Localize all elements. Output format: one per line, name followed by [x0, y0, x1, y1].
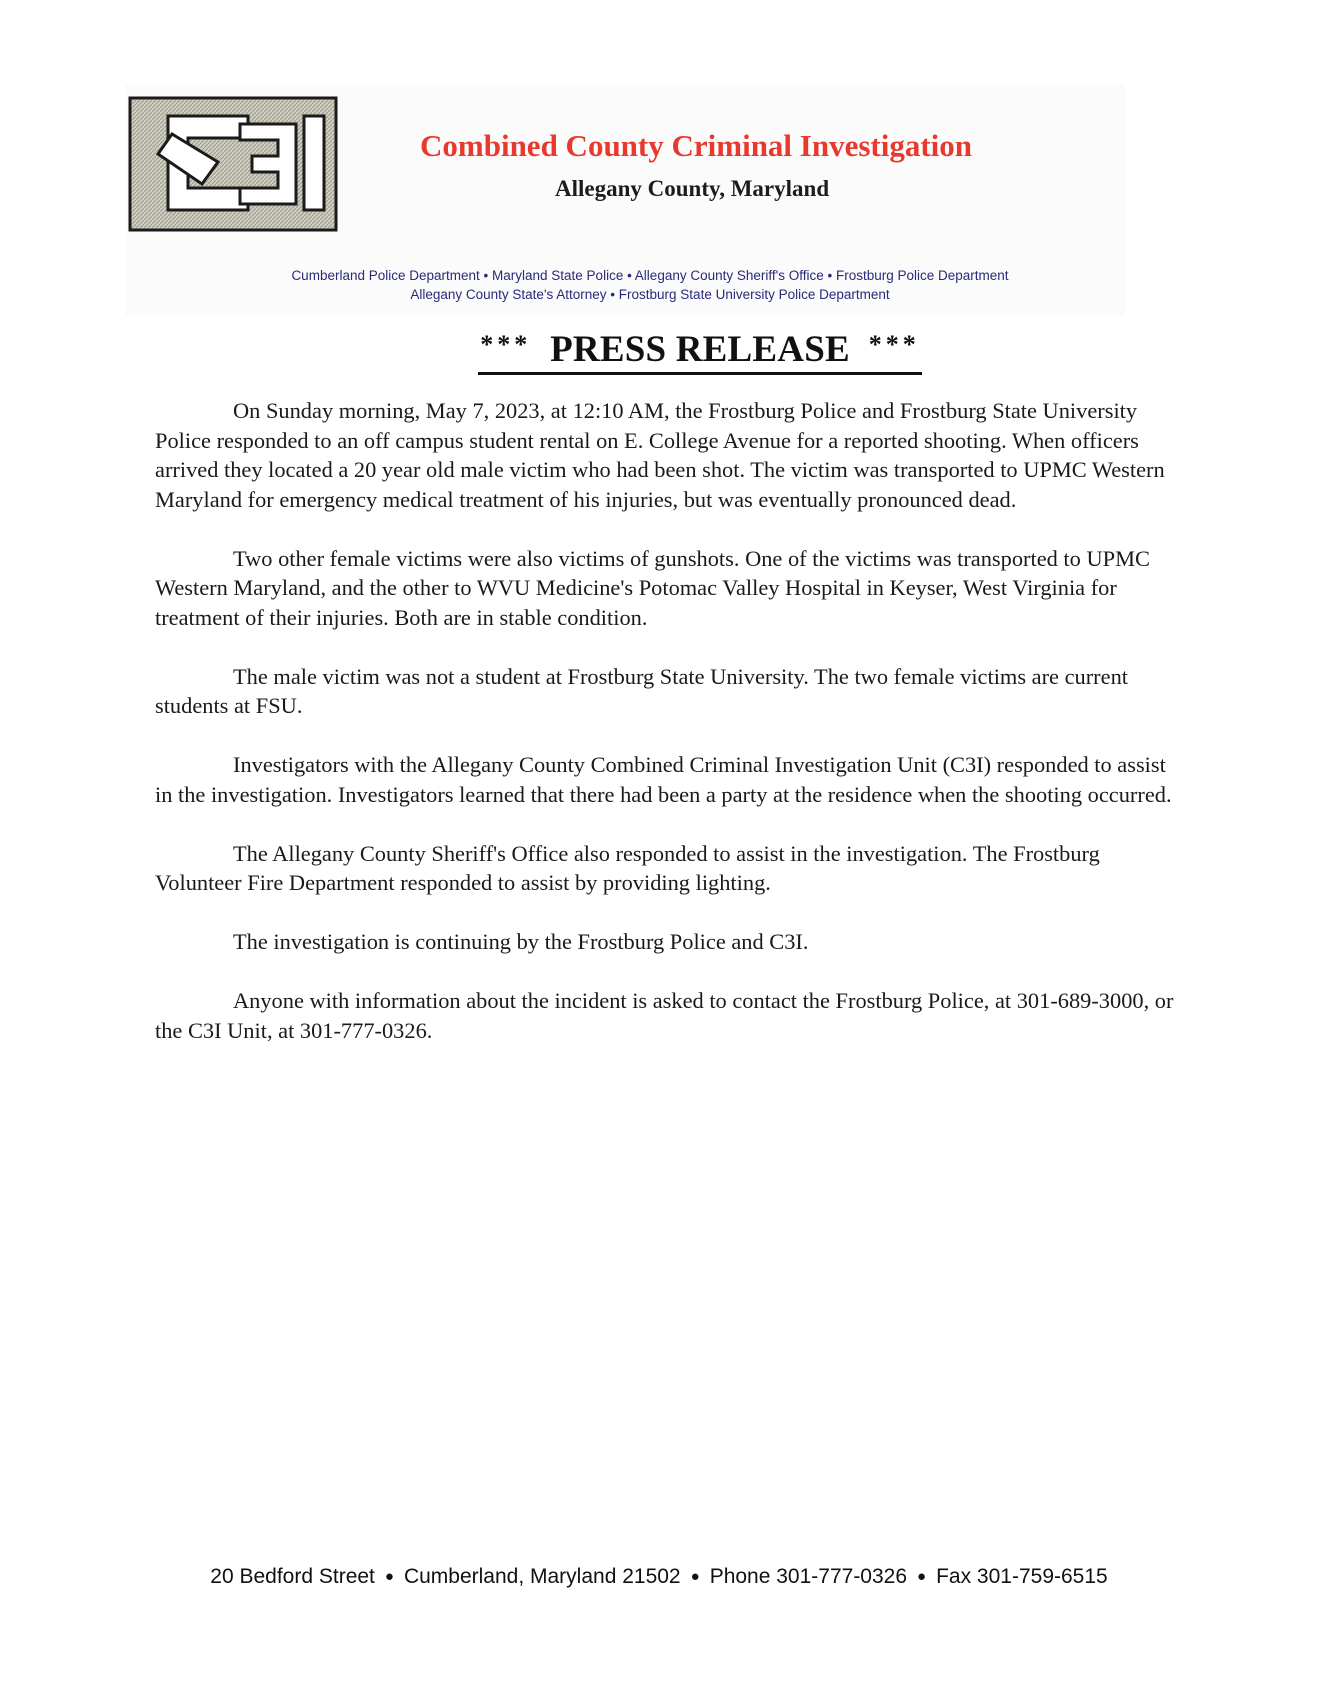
title-stars-right: *** [868, 330, 920, 359]
title-text: PRESS RELEASE [550, 329, 850, 370]
organization-name: Combined County Criminal Investigation [420, 128, 973, 163]
agencies-line-2: Allegany County State's Attorney • Frostburg State University Police Department [410, 287, 890, 302]
press-release-title [0, 324, 1318, 375]
member-agencies [150, 266, 1150, 304]
bullet-icon: ● [384, 1568, 394, 1585]
paragraph: Anyone with information about the incident is asked to contact the Frostburg Police, at 301-689-3000, or the C3I Unit, at 301-777-0326. [155, 988, 1174, 1043]
c3i-logo [128, 96, 338, 232]
footer-city: Cumberland, Maryland 21502 [403, 1565, 681, 1588]
footer-fax: Fax 301-759-6515 [936, 1565, 1108, 1588]
bullet-icon: ● [690, 1568, 700, 1585]
footer-phone: Phone 301-777-0326 [709, 1565, 908, 1588]
organization-location: Allegany County, Maryland [555, 176, 830, 201]
agencies-line-1: Cumberland Police Department • Maryland State Police • Allegany County Sheriff's Office • Frostburg Police Department [291, 268, 1009, 283]
paragraph: On Sunday morning, May 7, 2023, at 12:10 AM, the Frostburg Police and Frostburg State University Police responded to an off campus student rental on E. College Avenue for a reported shooting. When officers arrived they located a 20 year old male victim who had been shot. The victim was transported to UPMC Western Maryland for emergency medical treatment of his injuries, but was eventually pronounced dead. [155, 398, 1165, 512]
footer-address: 20 Bedford Street [210, 1565, 375, 1588]
bullet-icon: ● [917, 1568, 927, 1585]
paragraph: Two other female victims were also victims of gunshots. One of the victims was transported to UPMC Western Maryland, and the other to WVU Medicine's Potomac Valley Hospital in Keyser, West Virginia for treatment of their injuries. Both are in stable condition. [155, 545, 1150, 630]
contact-footer [0, 1565, 1318, 1589]
title-stars-left: *** [480, 330, 532, 359]
paragraph: Investigators with the Allegany County Combined Criminal Investigation Unit (C3I) responded to assist in the investigation. Investigators learned that there had been a party at the residence when the shooting occurred. [155, 752, 1172, 807]
paragraph: The male victim was not a student at Frostburg State University. The two female victims are current students at FSU. [155, 663, 1128, 718]
press-release-body [155, 396, 1175, 1075]
paragraph: The Allegany County Sheriff's Office also responded to assist in the investigation. The Frostburg Volunteer Fire Department responded to assist by providing lighting. [155, 840, 1100, 895]
paragraph: The investigation is continuing by the Frostburg Police and C3I. [233, 929, 809, 954]
